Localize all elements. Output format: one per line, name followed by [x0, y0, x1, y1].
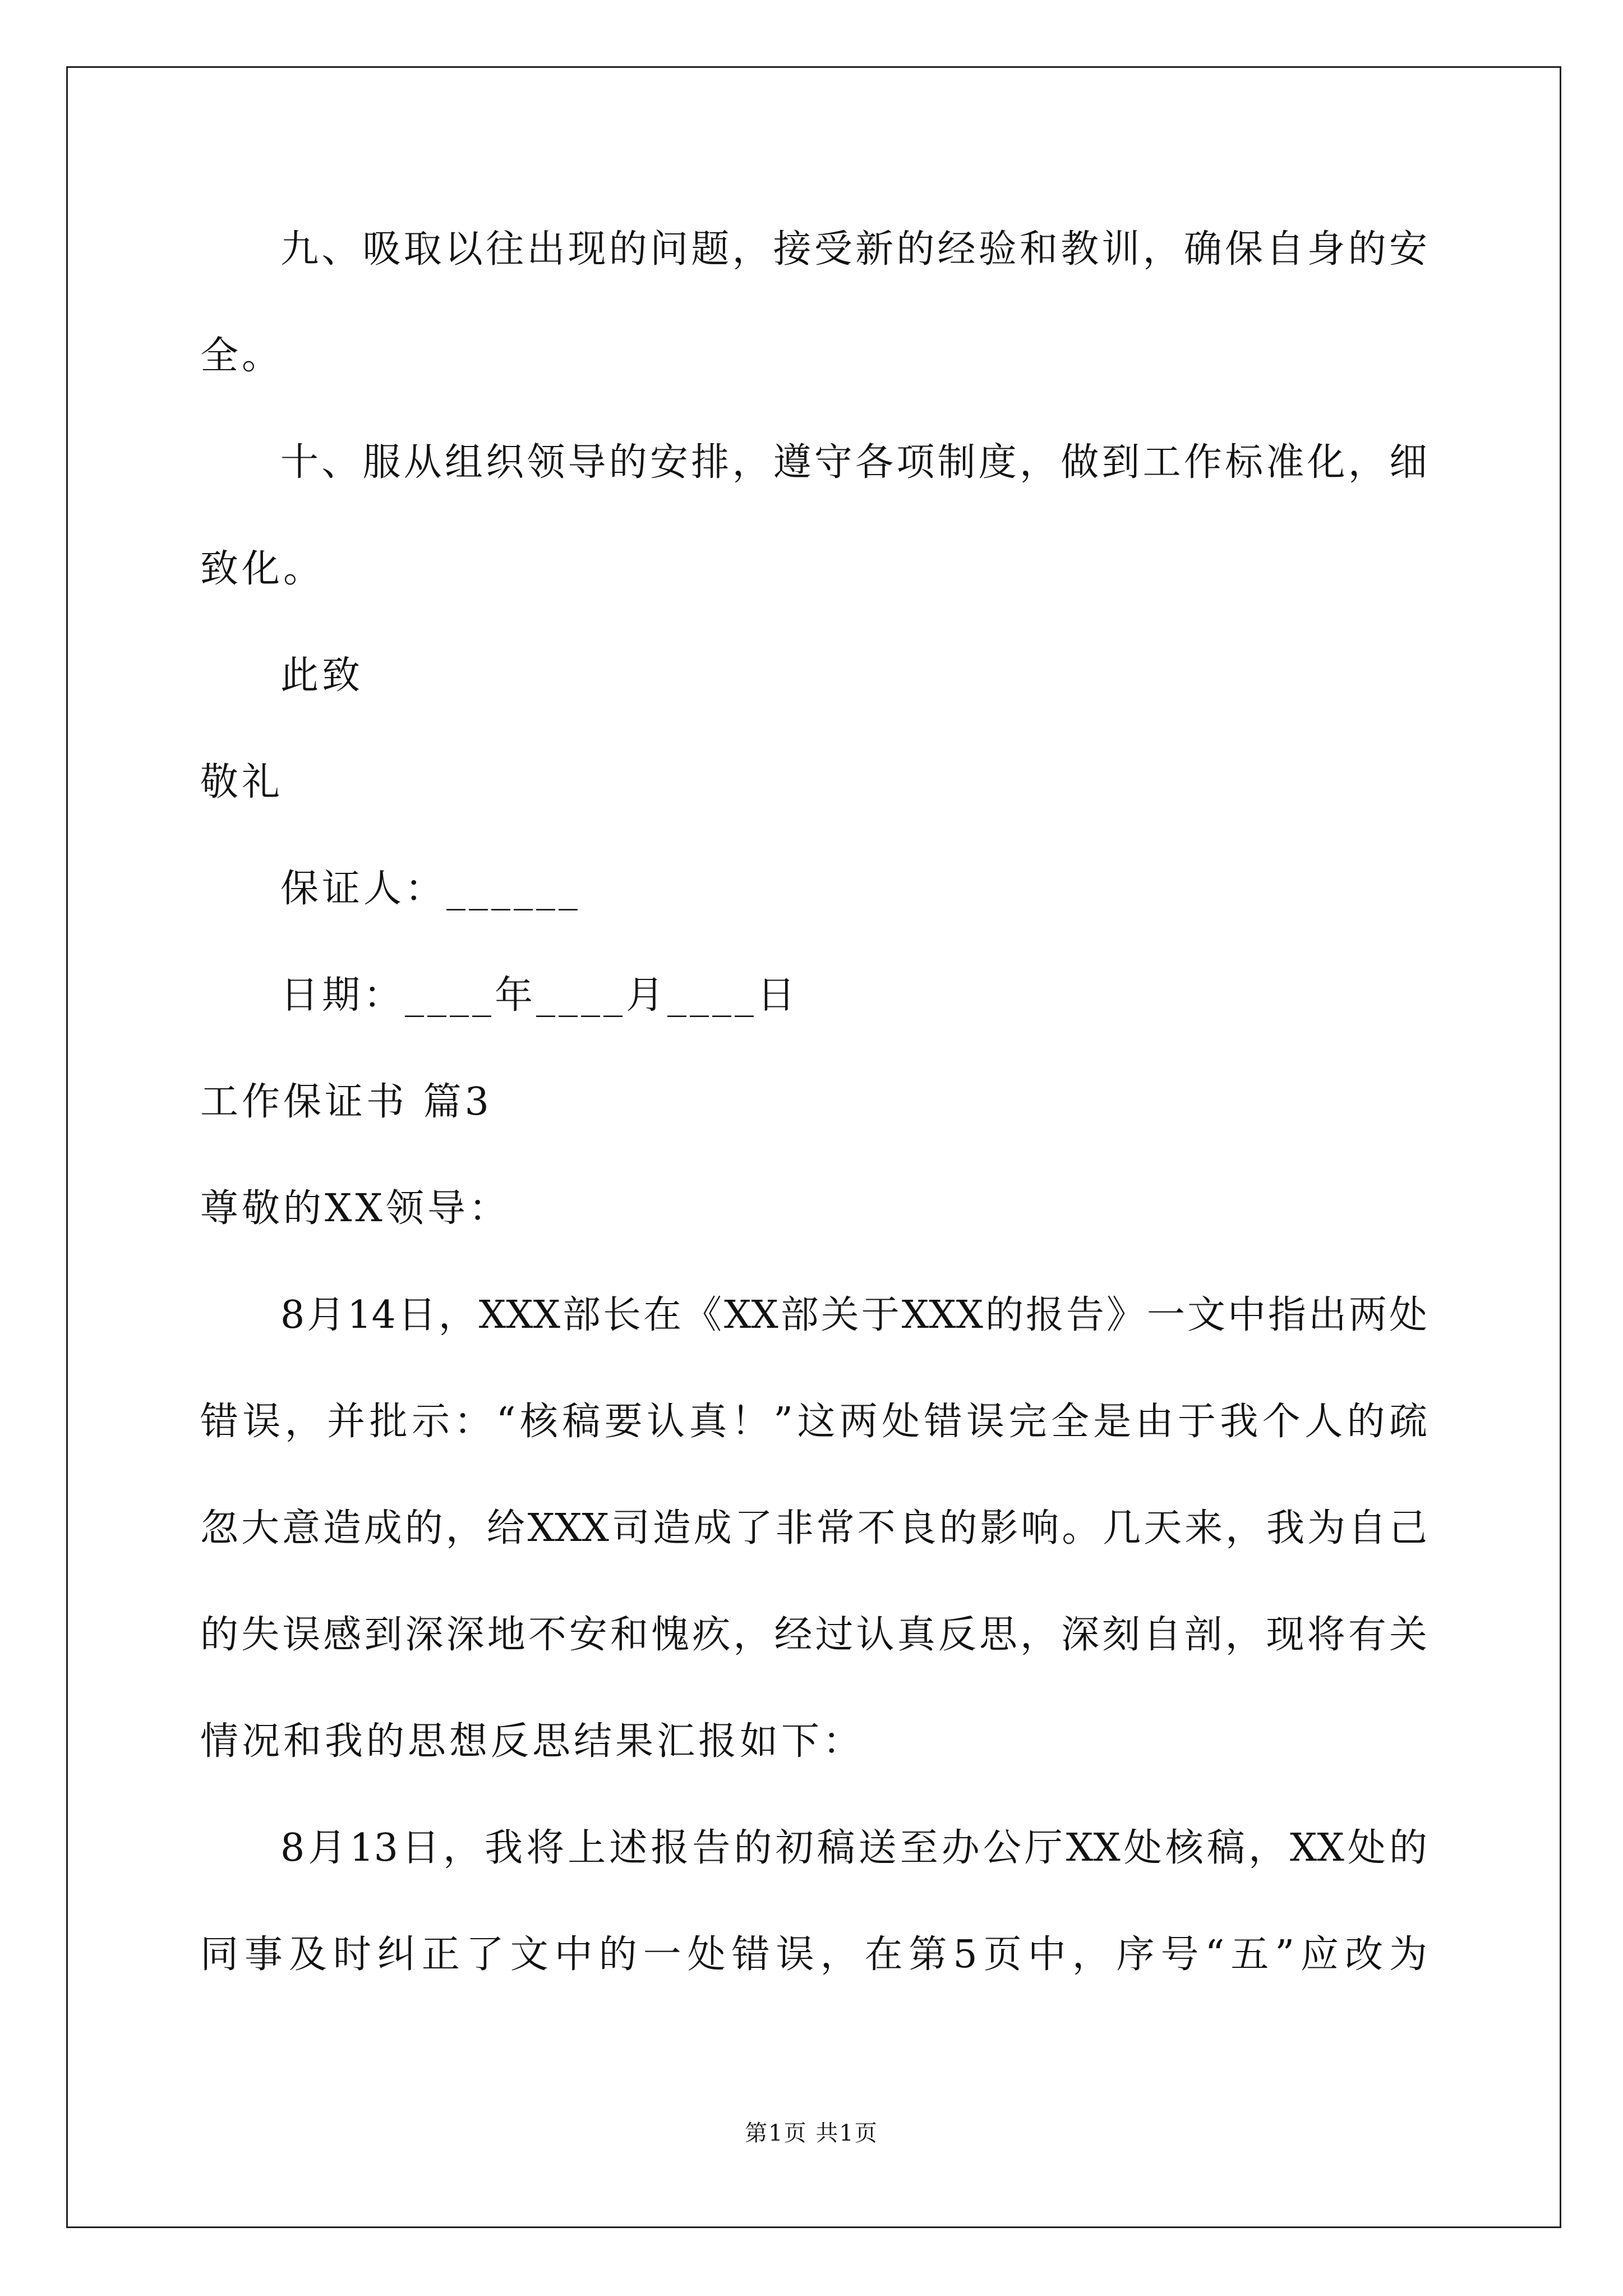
closing-line: 此致 — [280, 654, 364, 698]
page-footer: 第1页 共1页 — [745, 2120, 878, 2146]
paragraph-line: 致化。 — [200, 547, 325, 591]
paragraph-line: 十、服从组织领导的安排，遵守各项制度，做到工作标准化，细 — [280, 440, 1427, 485]
guarantor-line: 保证人：______ — [280, 867, 582, 911]
paragraph-line: 8月14日，XXX部长在《XX部关于XXX的报告》一文中指出两处 — [280, 1293, 1427, 1337]
paragraph-line: 忽大意造成的，给XXX司造成了非常不良的影响。几天来，我为自己 — [200, 1506, 1427, 1550]
paragraph-line: 同事及时纠正了文中的一处错误，在第5页中，序号“五”应改为 — [200, 1932, 1427, 1977]
paragraph-line: 全。 — [200, 334, 284, 378]
date-line: 日期：____年____月____日 — [280, 973, 799, 1018]
paragraph-line: 九、吸取以往出现的问题，接受新的经验和教训，确保自身的安 — [280, 227, 1427, 272]
salutation-line: 敬礼 — [200, 760, 284, 804]
paragraph-line: 的失误感到深深地不安和愧疚，经过认真反思，深刻自剖，现将有关 — [200, 1613, 1427, 1657]
section-heading: 工作保证书 篇3 — [200, 1080, 492, 1124]
paragraph-line: 错误，并批示：“核稿要认真！”这两处错误完全是由于我个人的疏 — [200, 1400, 1427, 1444]
paragraph-line: 8月13日，我将上述报告的初稿送至办公厅XX处核稿，XX处的 — [280, 1826, 1427, 1870]
page-border — [66, 66, 1561, 2228]
greeting-line: 尊敬的XX领导： — [200, 1186, 510, 1231]
paragraph-line: 情况和我的思想反思结果汇报如下： — [200, 1719, 865, 1764]
